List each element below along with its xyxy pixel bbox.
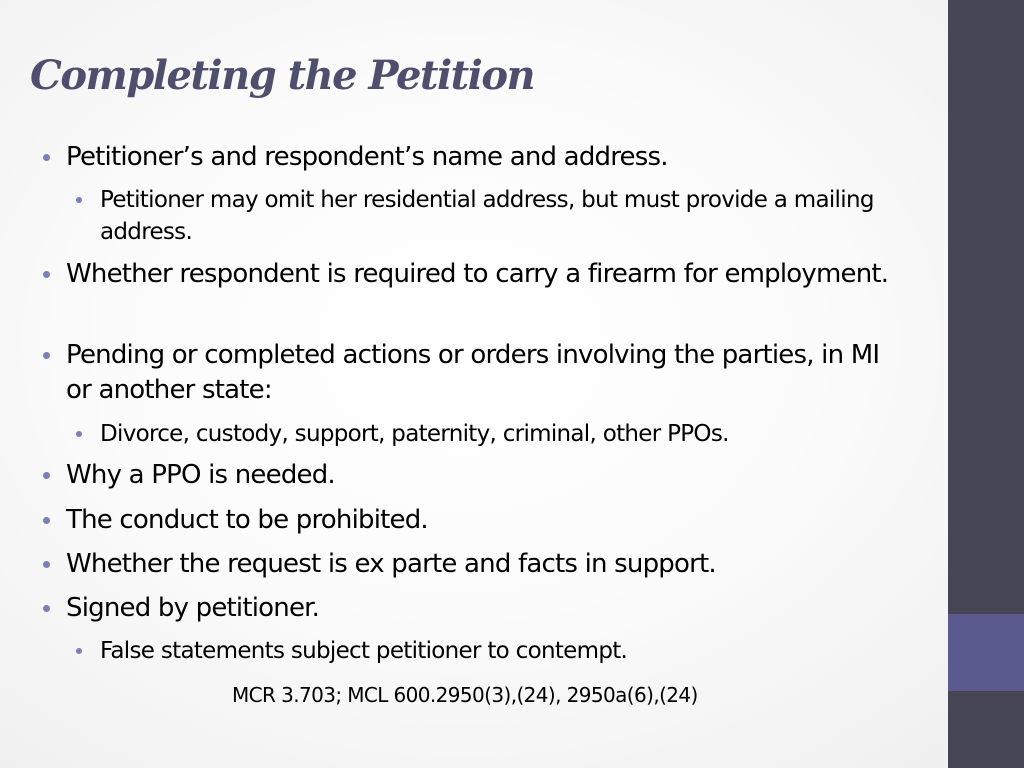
sub-bullet-text: False statements subject petitioner to contempt.	[100, 638, 628, 664]
bullet-dot	[76, 197, 82, 203]
bullet-dot	[43, 561, 50, 568]
sub-bullet-item	[100, 418, 900, 450]
sub-bullet-item	[100, 635, 900, 667]
bullet-text: Pending or completed actions or orders involving the parties, in MI or another state:	[66, 340, 880, 405]
bullet-dot	[43, 271, 50, 278]
bullet-item	[66, 140, 906, 175]
slide-title: Completing the Petition	[30, 52, 535, 99]
bullet-dot	[43, 605, 50, 612]
bullet-item	[66, 591, 906, 626]
side-accent-block	[948, 614, 1024, 691]
bullet-dot	[43, 472, 50, 479]
bullet-dot	[76, 648, 82, 654]
sub-bullet-text: Petitioner may omit her residential address, but must provide a mailing address.	[100, 187, 874, 245]
citation-text: MCR 3.703; MCL 600.2950(3),(24), 2950a(6),(24)	[232, 683, 698, 707]
sub-bullet-text: Divorce, custody, support, paternity, criminal, other PPOs.	[100, 421, 729, 447]
bullet-dot	[43, 352, 50, 359]
sub-bullet-item	[100, 184, 900, 248]
bullet-item	[66, 338, 906, 408]
bullet-text: Whether respondent is required to carry a firearm for employment.	[66, 259, 889, 289]
bullet-text: Petitioner’s and respondent’s name and address.	[66, 142, 668, 172]
bullet-text: Whether the request is ex parte and facts in support.	[66, 549, 716, 579]
bullet-dot	[76, 431, 82, 437]
bullet-item	[66, 458, 906, 493]
bullet-dot	[43, 154, 50, 161]
bullet-text: The conduct to be prohibited.	[66, 505, 428, 535]
bullet-text: Why a PPO is needed.	[66, 460, 335, 490]
bullet-item	[66, 547, 906, 582]
bullet-dot	[43, 517, 50, 524]
bullet-item	[66, 257, 906, 292]
bullet-item	[66, 503, 906, 538]
bullet-text: Signed by petitioner.	[66, 593, 320, 623]
